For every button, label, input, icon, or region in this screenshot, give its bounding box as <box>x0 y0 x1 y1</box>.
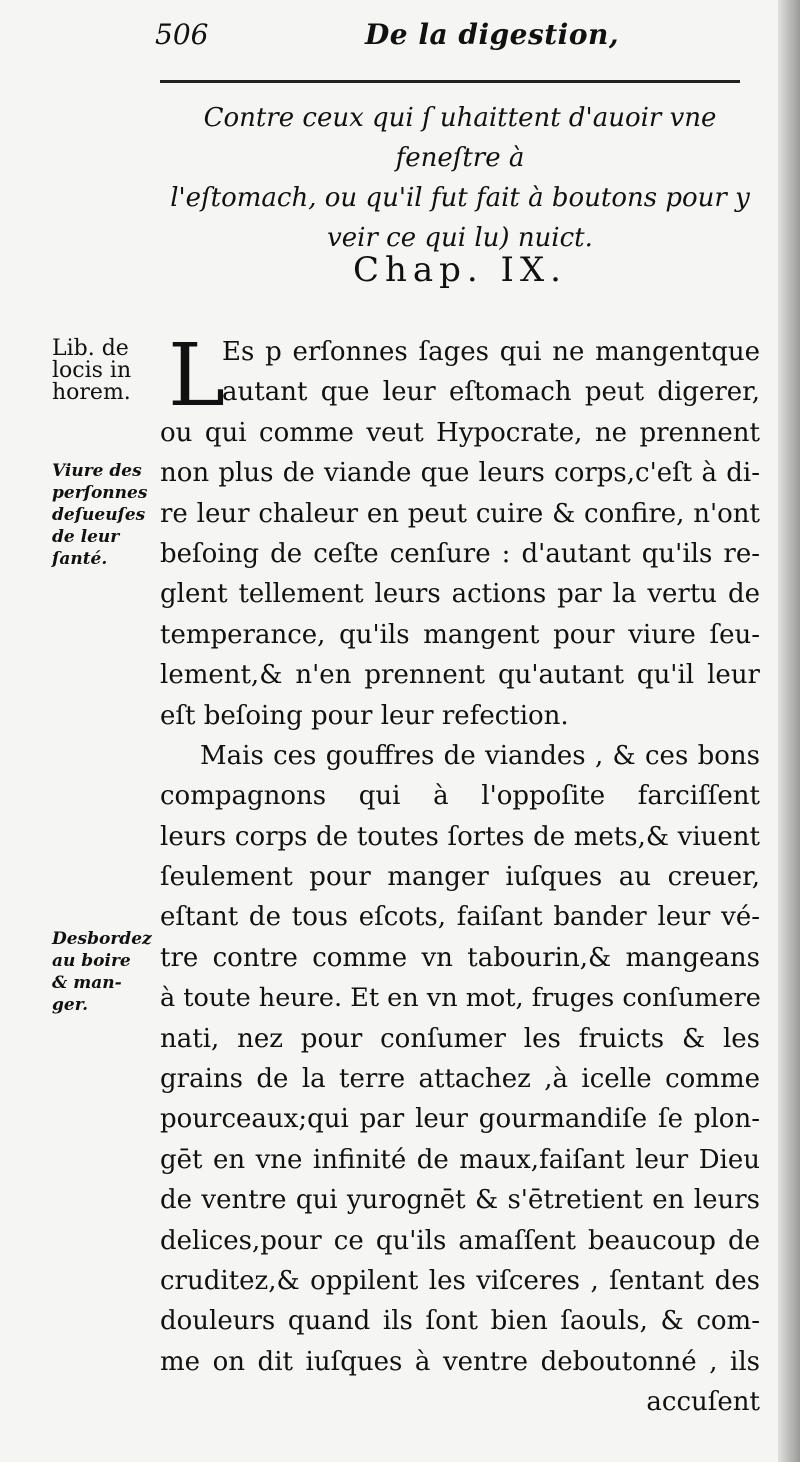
body-text <box>160 326 761 1423</box>
text-line <box>160 372 760 412</box>
running-title: De la digestion, <box>365 18 620 51</box>
page-edge <box>778 0 800 1462</box>
margin-line: au boire <box>52 951 131 971</box>
summary-line: veir ce qui lu) nuict. <box>327 223 593 253</box>
margin-line: horem. <box>52 380 131 405</box>
text-line: non plus de viande que leurs corps,c'eſt à di- <box>160 458 760 489</box>
text-line: pourceaux;qui par leur gourmandiſe ſe plon- <box>160 1104 760 1135</box>
header-rule <box>160 80 740 83</box>
text-line: ou qui comme veut Hypocrate, ne prennent <box>160 417 760 448</box>
text-line: de ventre qui yurognēt & s'ētretient en leurs <box>160 1185 760 1216</box>
margin-line: Viure des <box>52 461 142 481</box>
page-number: 506 <box>155 18 209 51</box>
chapter-summary <box>160 98 760 258</box>
text-line: lement,& n'en prennent qu'autant qu'il leur <box>160 660 760 691</box>
margin-reference <box>52 338 160 404</box>
text-line: eſt beſoing pour leur refection. <box>160 700 569 731</box>
text-line: tre contre comme vn tabourin,& mangeans <box>160 942 760 973</box>
text-line: Mais ces gouffres de viandes , & ces bons <box>200 740 760 771</box>
page-header <box>0 16 780 56</box>
margin-line: deſueuſes <box>52 505 146 525</box>
catchword: accuſent <box>646 1387 760 1418</box>
margin-line: locis in <box>52 358 132 383</box>
text-line: glent tellement leurs actions par la vertu de <box>160 579 760 610</box>
text-line-content: Es p erſonnes ſages qui ne mangentque <box>222 337 760 367</box>
text-line: re leur chaleur en peut cuire & confire, n'ont <box>160 498 760 529</box>
text-line: ſeulement pour manger iuſques au creuer, <box>160 862 760 893</box>
margin-line: de leur <box>52 527 120 547</box>
chapter-title: Chap. IX. <box>352 250 567 290</box>
text-line-content: autant que leur eſtomach peut digerer, <box>222 377 760 408</box>
text-line: gēt en vne infinité de maux,faiſant leur Dieu <box>160 1144 760 1175</box>
margin-line: perſonnes <box>52 483 148 503</box>
text-line: grains de la terre attachez ,à icelle comme <box>160 1064 760 1095</box>
margin-line: ger. <box>52 995 89 1015</box>
summary-line: Contre ceux qui ſ uhaittent d'auoir vne feneſtre à <box>203 103 717 173</box>
margin-line: ſanté. <box>52 549 108 569</box>
text-line: douleurs quand ils ſont bien ſaouls, & com- <box>160 1306 760 1337</box>
text-line: nati, nez pour conſumer les fruicts & les <box>160 1023 760 1054</box>
margin-note-viure <box>52 460 160 570</box>
margin-note-desbordez <box>52 928 160 1016</box>
text-line: temperance, qu'ils mangent pour viure ſeu- <box>160 619 760 650</box>
margin-line: Desbordez <box>52 929 152 949</box>
text-line: me on dit iuſques à ventre deboutonné , ils <box>160 1346 760 1377</box>
text-line: eſtant de tous eſcots, faiſant bander leur vé- <box>160 902 760 933</box>
drop-cap: L <box>168 326 226 426</box>
text-line: beſoing de ceſte cenſure : d'autant qu'ils re- <box>160 538 760 569</box>
text-line: leurs corps de toutes ſortes de mets,& viuent <box>160 821 760 852</box>
text-line: cruditez,& oppilent les viſceres , ſentant des <box>160 1265 760 1296</box>
summary-line: l'eſtomach, ou qu'il fut fait à boutons pour y <box>170 183 750 213</box>
margin-line: Lib. de <box>52 336 129 361</box>
text-line: à toute heure. Et en vn mot, fruges conſumere <box>160 983 761 1014</box>
text-line: compagnons qui à l'oppoſite farciſſent <box>160 781 760 812</box>
margin-line: & man- <box>52 973 122 993</box>
text-line: delices,pour ce qu'ils amaſſent beaucoup de <box>160 1225 760 1256</box>
